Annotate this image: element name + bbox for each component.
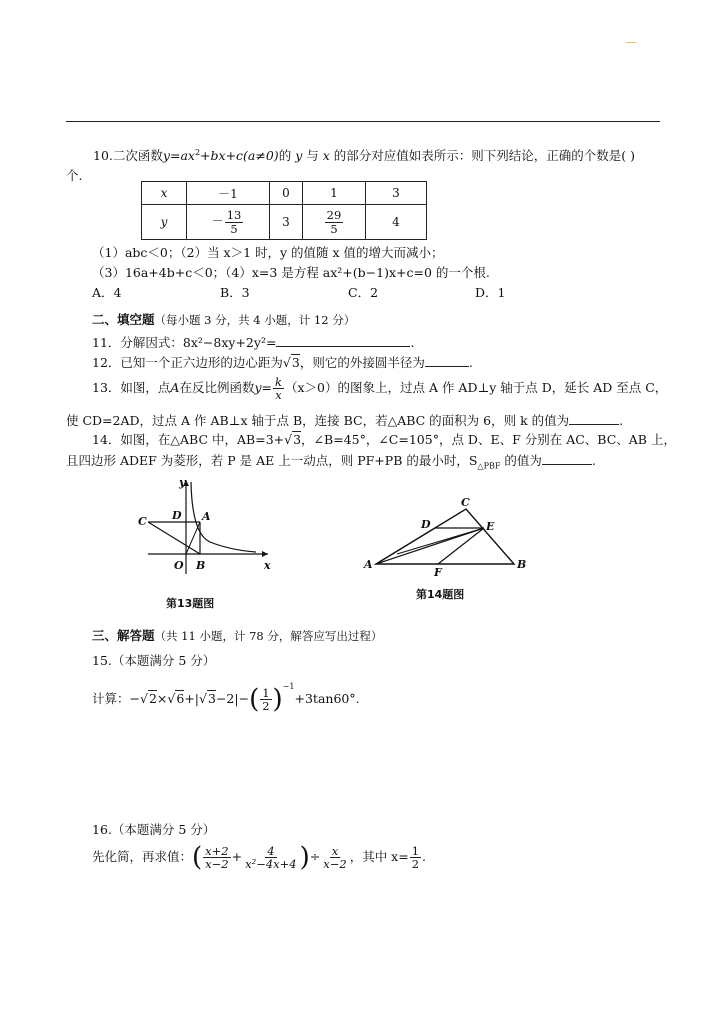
q16-tail: ，其中 x= bbox=[349, 849, 409, 864]
q14-line-2 bbox=[66, 451, 596, 471]
figure-14 bbox=[362, 494, 532, 578]
figure-14-caption: 第14题图 bbox=[416, 588, 465, 601]
table-x-1: －1 bbox=[187, 182, 270, 205]
q14-text-c: 且四边形 ADEF 为菱形，若 P 是 AE 上一动点，则 PF+PB 的最小时，S bbox=[66, 453, 478, 468]
q10-statement-1: （1）abc＜0；（2）当 x＞1 时，y 的值随 x 值的增大而减小； bbox=[92, 245, 444, 260]
table-y-2: 3 bbox=[270, 205, 303, 240]
q15-e4: −2|− bbox=[215, 691, 250, 706]
table-x-2: 0 bbox=[270, 182, 303, 205]
table-header-x: x bbox=[142, 182, 187, 205]
q11-answer-blank[interactable] bbox=[276, 346, 410, 347]
q13-line-2 bbox=[66, 411, 623, 429]
q10-func2: +bx+c(a≠0) bbox=[200, 148, 279, 163]
table-x-3: 1 bbox=[303, 182, 366, 205]
q10-stem: 10.二次函数$y=ax^2+bx+c(a\ne 0)$的 y 与 x 的部分对应值如表所示：则下列结论，正确的个数是( ) bbox=[93, 148, 636, 163]
q16-f3-den: x−2 bbox=[323, 857, 347, 871]
corner-mark bbox=[626, 42, 636, 43]
q10-x: x bbox=[322, 148, 330, 163]
q13-line-1 bbox=[92, 376, 667, 401]
q13-text-d: 使 CD=2AD，过点 A 作 AB⊥x 轴于点 B，连接 BC，若△ABC 的面积为 6，则 k 的值为 bbox=[66, 413, 570, 428]
section-3-heading bbox=[92, 626, 382, 644]
fig14-label-a: A bbox=[364, 558, 373, 571]
fig14-segment-ad bbox=[376, 528, 435, 564]
q13-k: k bbox=[275, 375, 282, 389]
q10-number: 10. bbox=[93, 148, 113, 163]
q10-option-a: A．4 bbox=[92, 285, 122, 300]
figure-13 bbox=[130, 474, 280, 584]
q12-root: 3 bbox=[291, 355, 300, 370]
q16-end: . bbox=[422, 849, 427, 864]
section-3-note: （共 11 小题，计 78 分，解答应写出过程） bbox=[154, 629, 383, 643]
section-2-heading bbox=[92, 310, 355, 328]
q11 bbox=[92, 333, 414, 351]
q10-and: 与 bbox=[306, 148, 319, 163]
q16-xv-den: 2 bbox=[411, 857, 420, 871]
q15-e1: − bbox=[129, 691, 140, 706]
section-2-title: 二、填空题 bbox=[92, 312, 155, 327]
q16-f1-den: x−2 bbox=[205, 857, 229, 871]
fig14-triangle-abc bbox=[376, 509, 514, 564]
figure-13-caption: 第13题图 bbox=[166, 597, 215, 610]
q12-end: . bbox=[468, 355, 473, 370]
q16-f2-den: x²−4x+4 bbox=[245, 857, 297, 871]
q16-header: 16.（本题满分 5 分） bbox=[92, 822, 216, 837]
section-2-note: （每小题 3 分，共 4 小题，计 12 分） bbox=[154, 313, 356, 327]
q13-text-a: 13．如图，点 bbox=[92, 380, 171, 396]
q13-yeq: y= bbox=[254, 380, 272, 396]
q10-option-b: B．3 bbox=[220, 285, 250, 300]
q10-value-table bbox=[141, 181, 427, 240]
q13-text-b: 在反比例函数 bbox=[179, 380, 255, 396]
table-y-3: $\frac{29}{5}$ bbox=[303, 205, 366, 240]
q14-sub: △PBF bbox=[477, 461, 501, 471]
q10-y: y bbox=[295, 148, 303, 163]
q15-root-6: 6 bbox=[176, 691, 185, 706]
q10-statement-2: （3）16a+4b+c＜0；（4）x=3 是方程 ax²+(b−1)x+c=0 的一个根. bbox=[92, 265, 490, 280]
section-3-title: 三、解答题 bbox=[92, 628, 155, 643]
q15-half-num: 1 bbox=[262, 685, 270, 700]
fig13-hyperbola bbox=[191, 482, 256, 552]
q15-e3: +| bbox=[184, 691, 200, 706]
q12-text-a: 12．已知一个正六边形的边心距为 bbox=[92, 355, 283, 370]
q16-f3-num: x bbox=[331, 843, 339, 858]
q15-root-2: 2 bbox=[148, 691, 157, 706]
q15-expression: 计算：−√2×√6+|√3−2|−( $\frac{1}{2}$ )$^{-1}$+3tan60°. bbox=[92, 682, 360, 715]
q11-text: 11．分解因式：8x²−8xy+2y²= bbox=[92, 335, 277, 350]
fig14-diagonal-ae bbox=[376, 528, 484, 564]
q10-func: y=ax bbox=[162, 148, 195, 163]
q14-text-a: 14．如图，在△ABC 中，AB=3+ bbox=[92, 432, 285, 447]
q13-text-c: （x＞0）的图象上，过点 A 作 AD⊥y 轴于点 D，延长 AD 至点 C， bbox=[284, 380, 668, 396]
q15-exponent: −1 bbox=[282, 682, 295, 691]
fig13-label-d: D bbox=[172, 509, 182, 522]
fig13-label-a: A bbox=[202, 510, 211, 523]
fig13-label-y: y bbox=[179, 476, 186, 489]
q14-text-b: ，∠B=45°，∠C=105°，点 D、E、F 分别在 AC、BC、AB 上， bbox=[301, 432, 676, 447]
q10-stem-d: 个. bbox=[66, 168, 83, 183]
header-rule bbox=[66, 121, 660, 122]
q14-end: . bbox=[591, 453, 596, 468]
q16-lead: 先化简，再求值： bbox=[92, 849, 193, 864]
q15-header: 15.（本题满分 5 分） bbox=[92, 653, 216, 668]
q10-stem-b: 的 bbox=[278, 148, 292, 163]
q14-answer-blank[interactable] bbox=[542, 464, 592, 465]
q16-plus: + bbox=[231, 849, 243, 864]
q15-calc: 计算： bbox=[92, 691, 130, 706]
q16-expression: 先化简，再求值：( $\frac{x+2}{x-2}$ + $\frac{4}{\text{x²−4x+4}}$ )÷ $\frac{x}{x-2}$ ，其中 x= $\frac{1}{2}$ . bbox=[92, 842, 427, 873]
q16-div: ÷ bbox=[309, 849, 321, 864]
q13-point-a: A bbox=[170, 380, 180, 396]
q13-answer-blank[interactable] bbox=[569, 424, 619, 425]
fig14-segment-inner bbox=[397, 528, 484, 554]
q10-option-c: C．2 bbox=[348, 285, 379, 300]
fig14-label-b: B bbox=[517, 558, 527, 571]
q12-answer-blank[interactable] bbox=[425, 366, 469, 367]
q13-end: . bbox=[619, 413, 624, 428]
table-header-y: y bbox=[142, 205, 187, 240]
q11-end: . bbox=[410, 335, 415, 350]
q14-line-1: 14．如图，在△ABC 中，AB=3+√3，∠B=45°，∠C=105°，点 D、E、F 分别在 AC、BC、AB 上， bbox=[92, 432, 676, 447]
fig14-label-e: E bbox=[486, 520, 495, 533]
table-y-4: 4 bbox=[366, 205, 427, 240]
fig14-segment-ef bbox=[438, 528, 484, 564]
q15-root-3: 3 bbox=[207, 691, 216, 706]
q16-xv-num: 1 bbox=[411, 843, 420, 858]
fig13-segment-cb bbox=[148, 522, 200, 554]
fig13-label-o: O bbox=[174, 559, 184, 572]
fig13-label-c: C bbox=[138, 515, 147, 528]
q13-xd: x bbox=[275, 388, 282, 403]
q16-f1-num: x+2 bbox=[205, 843, 229, 858]
q15-e5: +3tan60°. bbox=[294, 691, 360, 706]
q16-f2-num: 4 bbox=[267, 843, 275, 858]
fig14-label-d: D bbox=[421, 518, 431, 531]
table-y-1: － $\frac{13}{5}$ bbox=[187, 205, 270, 240]
q10-option-d: D．1 bbox=[475, 285, 506, 300]
q15-half-den: 2 bbox=[262, 699, 270, 713]
q10-stem-a: 二次函数 bbox=[112, 148, 163, 163]
q15-e2: × bbox=[156, 691, 168, 706]
fig13-label-b: B bbox=[196, 559, 206, 572]
q10-stem-c: 的部分对应值如表所示：则下列结论，正确的个数是( ) bbox=[333, 148, 636, 163]
table-x-4: 3 bbox=[366, 182, 427, 205]
fig14-label-f: F bbox=[434, 566, 442, 578]
fig13-x-arrow bbox=[262, 551, 268, 557]
q12: 12．已知一个正六边形的边心距为√3，则它的外接圆半径为 . bbox=[92, 355, 473, 370]
q14-root: 3 bbox=[293, 432, 302, 447]
fig14-label-c: C bbox=[461, 496, 470, 509]
q12-text-b: ，则它的外接圆半径为 bbox=[299, 355, 425, 370]
q14-text-d: 的值为 bbox=[500, 453, 542, 468]
fig13-label-x: x bbox=[264, 559, 271, 572]
